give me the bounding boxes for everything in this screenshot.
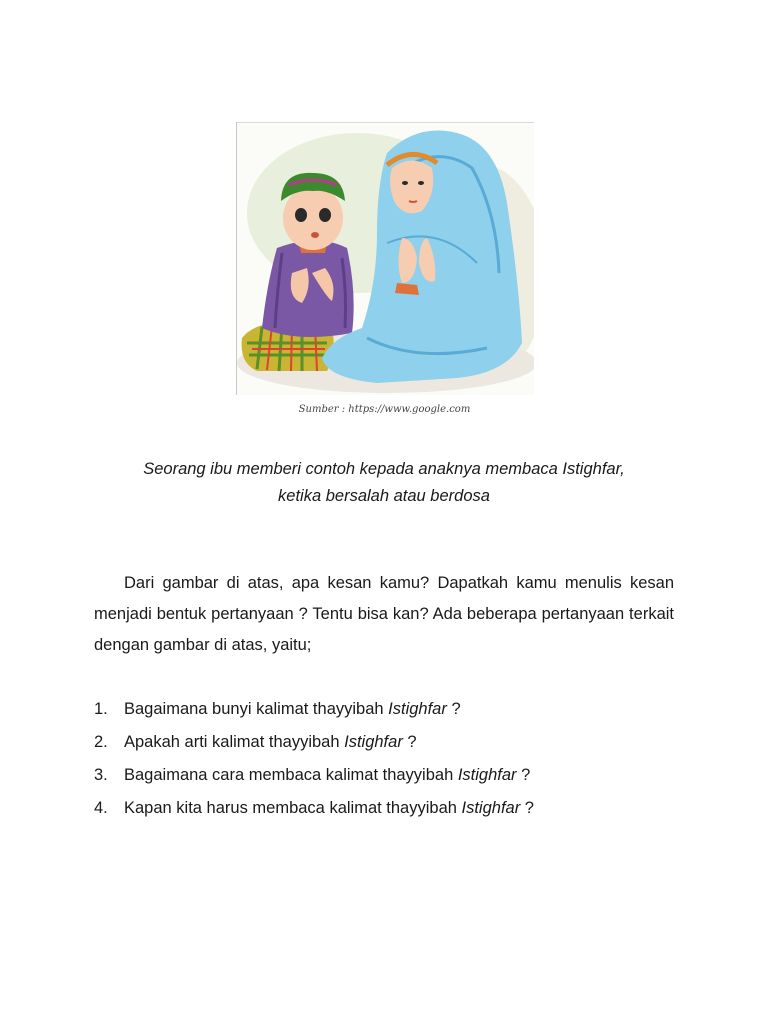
intro-paragraph: Dari gambar di atas, apa kesan kamu? Dapatkah kamu menulis kesan menjadi bentuk pertanyaan ? Tentu bisa kan? Ada beberapa pertanyaan terkait dengan gambar di atas, yaitu; [94, 574, 674, 654]
question-item [94, 694, 694, 727]
question-text: Apakah arti kalimat thayyibah [124, 733, 345, 751]
question-item [94, 727, 694, 760]
question-mark: ? [446, 700, 461, 718]
question-item [94, 760, 694, 793]
question-mark: ? [520, 799, 534, 817]
question-number: 4. [94, 799, 108, 817]
praying-family-image [237, 123, 534, 395]
question-mark: ? [516, 766, 531, 784]
image-source-credit: Sumber : https://www.google.com [298, 404, 471, 415]
mother-child-illustration [236, 122, 534, 395]
question-term: Istighfar [457, 766, 517, 784]
question-number: 2. [94, 733, 108, 751]
question-term: Istighfar [388, 700, 447, 718]
question-number: 3. [94, 766, 108, 784]
question-item [94, 793, 694, 826]
question-text: Bagaimana bunyi kalimat thayyibah [124, 700, 389, 718]
question-text: Kapan kita harus membaca kalimat thayyibah [124, 799, 462, 817]
question-list [94, 694, 694, 826]
question-term: Istighfar [461, 799, 521, 817]
image-caption [60, 456, 708, 510]
caption-line-2: ketika bersalah atau berdosa [278, 487, 490, 505]
caption-line-1: Seorang ibu memberi contoh kepada anaknya membaca Istighfar, [143, 460, 625, 478]
question-number: 1. [94, 700, 108, 718]
question-term: Istighfar [344, 733, 403, 751]
question-mark: ? [402, 733, 417, 751]
question-text: Bagaimana cara membaca kalimat thayyibah [124, 766, 458, 784]
